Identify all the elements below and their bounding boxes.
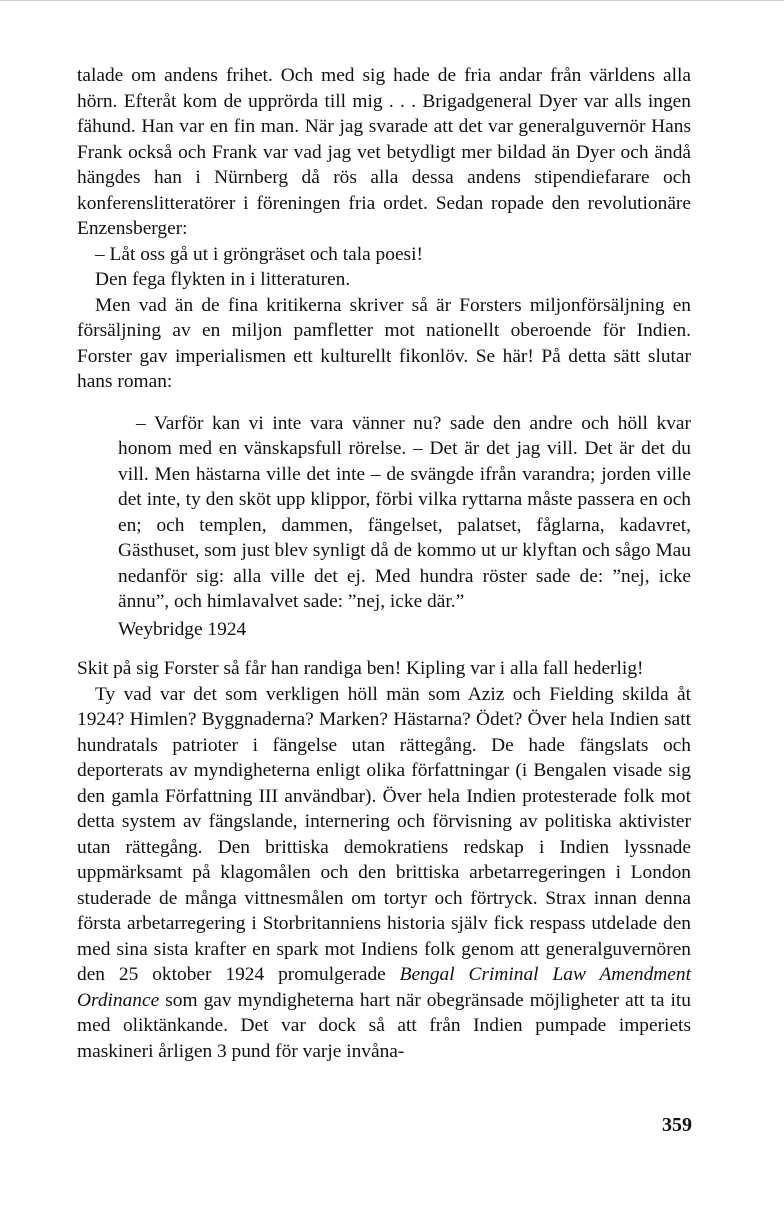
quote-signature: Weybridge 1924	[118, 618, 247, 640]
page-number: 359	[662, 1114, 692, 1136]
paragraph-4: Skit på sig Forster så får han randiga ben! Kipling var i alla fall hederlig!	[77, 658, 644, 679]
page-edge-line	[0, 0, 784, 1]
page-body	[77, 63, 691, 1064]
quote-text: – Varför kan vi inte vara vänner nu? sade den andre och höll kvar honom med en vänskapsfull rörelse. – Det är det jag vill. Det är det du vill. Men hästarna ville det inte – de svängde ifrån varandra; jorden ville det inte, ty den sköt upp klippor, förbi vilka ryttarna måste passera en och en; och templen, dammen, fängelset, palatset, fåglarna, kadavret, Gästhuset, som just blev synligt då de kommo ut ur klyftan och sågo Mau nedanför sig: alla ville det ej. Med hundra röster sade de: ”nej, icke ännu”, och himlavalvet sade: ”nej, icke där.”	[118, 412, 691, 612]
paragraph-5-start: Ty vad var det som verkligen höll män som Aziz och Fielding skilda åt 1924? Himlen? Byggnaderna? Marken? Hästarna? Ödet? Över hela Indien satt hundratals patrioter i fängelse utan rättegång. De hade fängslats och deporterats av myndigheterna enligt olika författningar (i Bengalen visade sig den gamla Författning III användbar). Över hela Indien protesterade folk mot detta system av fängslande, internering och förvisning av politiska aktivister utan rättegång. Den brittiska demokratiens redskap i Indien lyssnade uppmärksamt på klagomålen och den brittiska arbetarregeringen i London studerade de många vittnesmålen om tortyr och förtryck. Strax innan denna första arbetarregering i Storbritanniens historia själv fick respass utdelade den med sina sista krafter en spark mot Indiens folk genom att generalguvernören den 25 oktober 1924 promulgerade	[77, 683, 691, 985]
paragraph-5-end: som gav myndigheterna hart när obegränsade möjligheter att ta itu med oliktänkande. Det var dock så att från Indien pumpade imperiets maskineri årligen 3 pund för varje invåna-	[77, 989, 691, 1062]
paragraph-1: talade om andens frihet. Och med sig hade de fria andar från världens alla hörn. Efteråt kom de upprörda till mig . . . Brigadgeneral Dyer var alls ingen fähund. Han var en fin man. När jag svarade att det var generalguvernör Hans Frank också och Frank var vad jag vet betydligt mer bildad än Dyer och ändå hängdes han i Nürnberg då rös alla dessa andens stipendiefarare och konferenslitteratörer i föreningen fria ordet. Sedan ropade den revolutionäre Enzensberger:	[77, 65, 691, 239]
ordinance-title: Bengal Criminal Law Amendment Ordinance	[77, 964, 691, 1011]
block-quote	[77, 411, 691, 643]
paragraph-3: Men vad än de fina kritikerna skriver så är Forsters miljonförsäljning en försäljning av en miljon pamfletter mot nationellt oberoende för Indien. Forster gav imperialismen ett kulturellt fikonlöv. Se här! På detta sätt slutar hans roman:	[77, 294, 691, 392]
paragraph-5	[77, 682, 691, 1065]
dialogue-line: – Låt oss gå ut i gröngräset och tala poesi!	[95, 243, 423, 265]
paragraph-2: Den fega flykten in i litteraturen.	[95, 269, 351, 290]
